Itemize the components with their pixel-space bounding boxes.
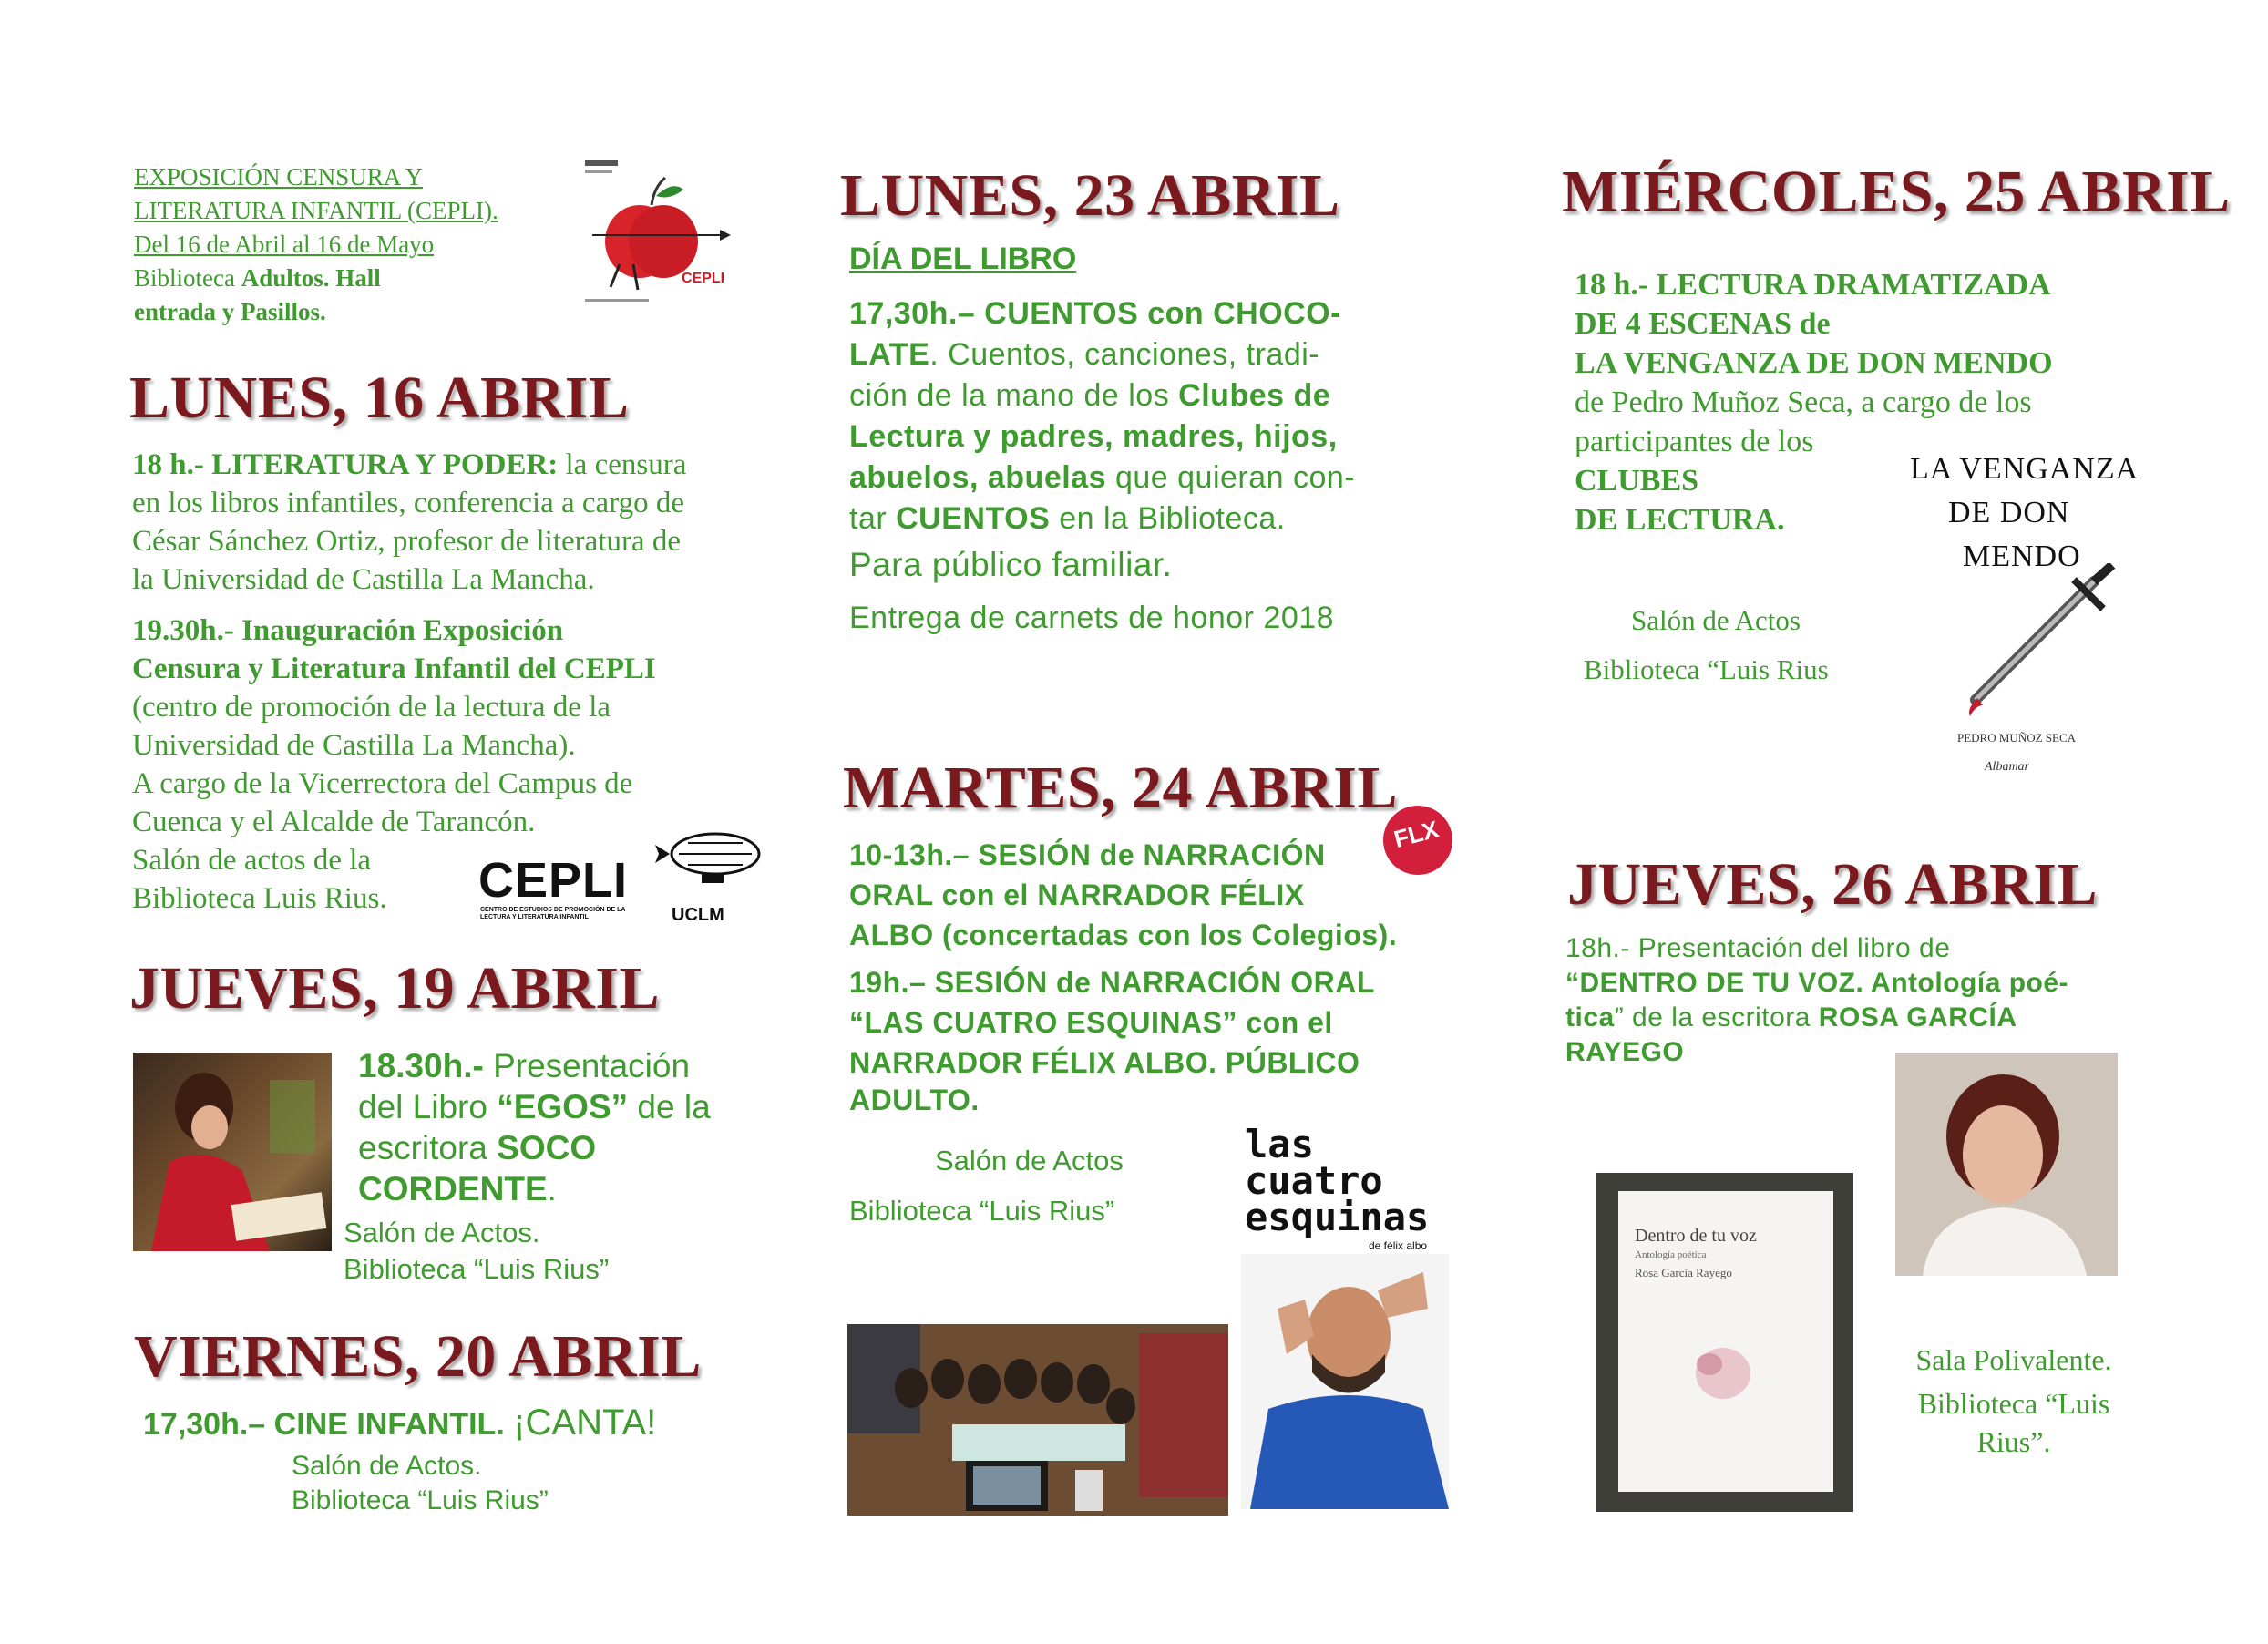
heading-miercoles-25: MIÉRCOLES, 25 ABRIL [1562, 159, 2231, 225]
miercoles25-l7: DE LECTURA. [1575, 503, 1785, 537]
felix-albo-photo [1241, 1254, 1449, 1509]
expo-title-1: EXPOSICIÓN CENSURA Y [134, 163, 424, 190]
venganza-cover-title-1: LA VENGANZA [1910, 452, 2140, 486]
martes24-l5: “LAS CUATRO ESQUINAS” con el [849, 1006, 1333, 1039]
viernes20-place-1: Salón de Actos. [292, 1451, 482, 1481]
lunes16-place-1: Salón de actos de la [132, 844, 372, 877]
lunes16-desc-1: la censura [558, 448, 687, 481]
lunes16-inaug-6: Cuenca y el Alcalde de Tarancón. [132, 806, 536, 838]
jueves19-desc-2c: de la [628, 1088, 711, 1125]
miercoles25-l6: CLUBES [1575, 464, 1699, 498]
sword-icon [1957, 563, 2121, 718]
jueves19-desc-3a: escritora [358, 1129, 498, 1166]
martes24-l4: 19h.– SESIÓN de NARRACIÓN ORAL [849, 966, 1375, 999]
expo-title-2: LITERATURA INFANTIL (CEPLI). [134, 197, 498, 224]
uclm-logo-text: UCLM [672, 905, 724, 925]
miercoles25-l5: participantes de los [1575, 425, 1814, 458]
photo-group-library [847, 1324, 1228, 1516]
expo-place-c: entrada y Pasillos. [134, 298, 326, 325]
martes24-l6: NARRADOR FÉLIX ALBO. PÚBLICO [849, 1046, 1360, 1079]
cover-author: de félix albo [1369, 1239, 1428, 1252]
viernes20-place-2: Biblioteca “Luis Rius” [292, 1485, 549, 1516]
miercoles25-l3: LA VENGANZA DE DON MENDO [1575, 346, 2053, 380]
martes24-place-1: Salón de Actos [935, 1145, 1124, 1176]
cover-cuatro: cuatro [1245, 1158, 1383, 1203]
cepli-logo-sub: CENTRO DE ESTUDIOS DE PROMOCIÓN DE LA LECTURA Y LITERATURA INFANTIL [480, 907, 626, 920]
cepli-logo-text: CEPLI [478, 853, 629, 908]
viernes20-place [292, 1449, 549, 1518]
jueves26-l4: RAYEGO [1565, 1037, 1685, 1067]
venganza-cover-title-3: MENDO [1963, 539, 2081, 573]
jueves19-author-2: CORDENTE [358, 1170, 548, 1207]
expo-place-a: Biblioteca [134, 264, 241, 292]
book-author: Rosa García Rayego [1635, 1266, 1732, 1279]
zeppelin-icon [652, 828, 761, 892]
jueves19-place-2: Biblioteca “Luis Rius” [344, 1253, 610, 1285]
book-cover-art [1673, 1319, 1773, 1419]
martes24-l7: ADULTO. [849, 1084, 980, 1116]
jueves26-place [1877, 1335, 2150, 1461]
miercoles25-place [1584, 596, 1829, 694]
jueves26-l2: “DENTRO DE TU VOZ. Antología poé- [1565, 968, 2069, 998]
lunes23-l4: Lectura y padres, madres, hijos, [849, 419, 1338, 454]
jueves19-author-1: SOCO [497, 1129, 597, 1166]
jueves19-desc-1: Presentación [483, 1047, 691, 1084]
expo-block [134, 160, 498, 329]
lunes16-time-title: 18 h.- LITERATURA Y PODER: [132, 448, 559, 481]
jueves26-place-2: Biblioteca “Luis [1917, 1387, 2110, 1420]
venganza-cover [1903, 445, 2149, 782]
miercoles25-place-1: Salón de Actos [1631, 604, 1801, 636]
svg-text:CEPLI: CEPLI [682, 271, 725, 286]
martes24-place-2: Biblioteca “Luis Rius” [849, 1195, 1115, 1227]
lunes16-inaug-3: (centro de promoción de la lectura de la [132, 691, 611, 724]
lunes23-block: 17,30h.– CUENTOS con CHOCO- LATE. Cuentos, canciones, tradi- ción de la mano de los Clubes de Lectura y padres, madres, hijos, abuelos, abuelas que quieran con- tar CUENTOS en la Biblioteca. Para público familiar. Entrega de carnets de honor 2018 [849, 293, 1355, 639]
jueves19-book: “EGOS” [497, 1088, 629, 1125]
jueves19-time: 18.30h.- [358, 1047, 484, 1084]
lunes16-inaug-5: A cargo de la Vicerrectora del Campus de [132, 767, 633, 800]
cuatro-esquinas-cover [1241, 1122, 1449, 1509]
lunes23-l1: 17,30h.– CUENTOS con CHOCO- [849, 296, 1341, 331]
miercoles25-l4: de Pedro Muñoz Seca, a cargo de los [1575, 385, 2032, 419]
photo-rosa-garcia [1895, 1053, 2118, 1276]
cover-esquinas: esquinas [1245, 1195, 1430, 1239]
viernes20-block [143, 1403, 656, 1444]
viernes20-film: ¡CANTA! [513, 1403, 657, 1443]
jueves19-desc-2a: del Libro [358, 1088, 498, 1125]
expo-dates: Del 16 de Abril al 16 de Mayo [134, 231, 435, 258]
heading-lunes-16: LUNES, 16 ABRIL [129, 365, 630, 431]
heading-martes-24: MARTES, 24 ABRIL [843, 755, 1398, 821]
martes24-l2: ORAL con el NARRADOR FÉLIX [849, 879, 1305, 911]
jueves19-place-1: Salón de Actos. [344, 1217, 540, 1248]
jueves26-place-3: Rius”. [1976, 1425, 2051, 1458]
venganza-cover-title-2: DE DON [1948, 496, 2070, 529]
lunes16-place-2: Biblioteca Luis Rius. [132, 882, 387, 915]
dentro-book-photo [1596, 1173, 1853, 1512]
lunes16-desc-3: César Sánchez Ortiz, profesor de literatura de [132, 525, 681, 558]
lunes16-desc-2: en los libros infantiles, conferencia a cargo de [132, 487, 684, 519]
miercoles25-l1: 18 h.- LECTURA DRAMATIZADA [1575, 268, 2051, 302]
heading-jueves-19: JUEVES, 19 ABRIL [129, 955, 660, 1022]
viernes20-time: 17,30h.– CINE INFANTIL. [143, 1407, 514, 1442]
heading-lunes-23: LUNES, 23 ABRIL [840, 162, 1340, 229]
heading-viernes-20: VIERNES, 20 ABRIL [134, 1323, 702, 1390]
lunes16-inaug-2: Censura y Literatura Infantil del CEPLI [132, 652, 656, 685]
cepli-apple-logo [583, 155, 747, 305]
miercoles25-place-2: Biblioteca “Luis Rius [1584, 653, 1829, 685]
heading-jueves-26: JUEVES, 26 ABRIL [1567, 851, 2098, 918]
lunes16-inaug-1: 19.30h.- Inauguración Exposición [132, 614, 564, 647]
book-subtitle: Antología poética [1635, 1249, 1707, 1260]
cepli-uclm-logo [478, 825, 761, 925]
jueves19-place [344, 1215, 609, 1288]
martes24-l3: ALBO (concertadas con los Colegios). [849, 919, 1398, 951]
book-title: Dentro de tu voz [1635, 1226, 1757, 1246]
expo-place-b: Adultos. Hall [241, 264, 381, 292]
jueves26-block: 18h.- Presentación del libro de “DENTRO DE TU VOZ. Antología poé- tica” de la escritora ROSA GARCÍA RAYEGO [1565, 931, 2068, 1070]
lunes23-subtitle: DÍA DEL LIBRO [849, 241, 1077, 276]
lunes16-desc-4: la Universidad de Castilla La Mancha. [132, 563, 595, 596]
jueves19-block: 18.30h.- Presentación del Libro “EGOS” de la escritora SOCO CORDENTE. [358, 1047, 711, 1207]
venganza-cover-author: PEDRO MUÑOZ SECA [1957, 731, 2077, 745]
martes24-block [849, 835, 1397, 1117]
photo-soco-cordente [133, 1053, 332, 1251]
flx-badge: FLX [1375, 797, 1460, 882]
lunes23-honor: Entrega de carnets de honor 2018 [849, 601, 1335, 635]
lunes23-audience: Para público familiar. [849, 546, 1173, 583]
venganza-cover-publisher: Albamar [1985, 760, 2029, 774]
cover-las: las [1245, 1122, 1314, 1166]
jueves26-time: 18h.- [1565, 933, 1630, 963]
lunes16-inaug-4: Universidad de Castilla La Mancha). [132, 729, 576, 762]
jueves26-place-1: Sala Polivalente. [1915, 1343, 2112, 1376]
martes24-place [849, 1135, 1124, 1236]
miercoles25-l2: DE 4 ESCENAS de [1575, 307, 1831, 341]
martes24-l1: 10-13h.– SESIÓN de NARRACIÓN [849, 838, 1326, 871]
